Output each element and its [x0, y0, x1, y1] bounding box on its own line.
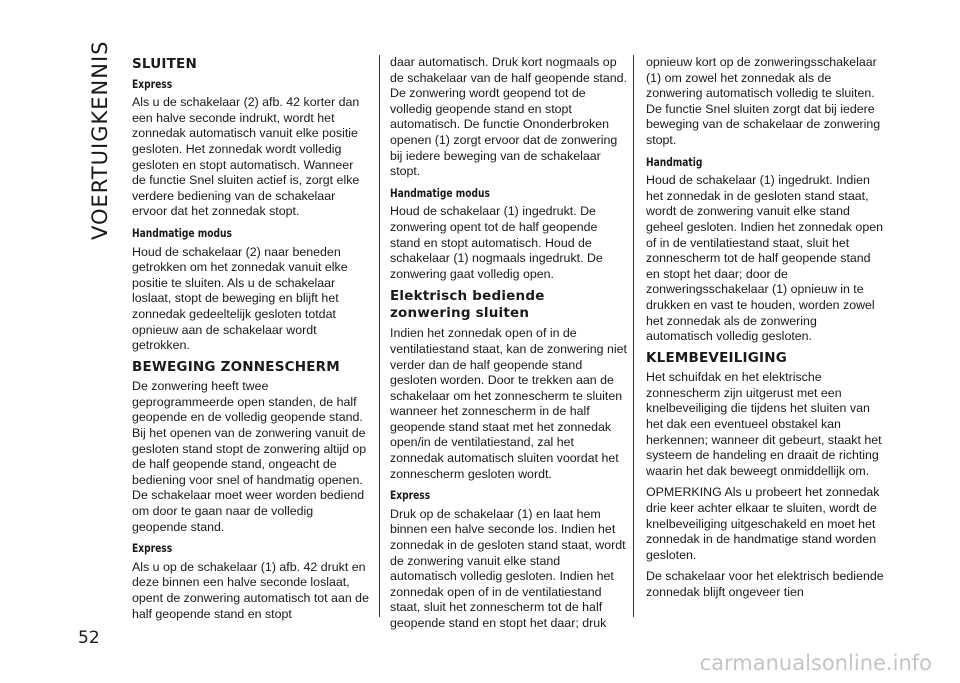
paragraph: Houd de schakelaar (1) ingedrukt. De zonwering opent tot de half geopende stand en stopt automatisch. Houd de schakelaar (1) nogmaals ingedrukt. De zonwering gaat volledig open.	[390, 204, 603, 281]
subheading-handmatige-modus: Handmatige modus	[132, 225, 232, 240]
paragraph: Houd de schakelaar (2) naar beneden getrokken om het zonnedak vanuit elke positie te sluiten. Als u de schakelaar loslaat, stopt de beweging en blijft het zonnedak gedeeltelijk gesloten totdat opnieuw aan de schakelaar wordt getrokken.	[132, 244, 348, 353]
heading-klembeveiliging: KLEMBEVEILIGING	[646, 349, 788, 366]
side-title-text: VOERTUIGKENNIS	[88, 40, 112, 240]
text-column-2	[390, 55, 628, 638]
page-number: 52	[78, 628, 100, 648]
heading-elektrisch-bediende-zonwering: Elektrisch bediende zonwering sluiten	[390, 288, 545, 322]
paragraph: daar automatisch. Druk kort nogmaals op de schakelaar van de half geopende stand. De zonwering wordt geopend tot de volledig geopende stand en stopt automatisch. De functie Ononderbroken openen (1) zorgt ervoor dat de zonwering bij iedere beweging van de schakelaar stopt.	[390, 55, 627, 179]
paragraph: opnieuw kort op de zonweringsschakelaar (1) om zowel het zonnedak als de zonwering automatisch volledig te sluiten. De functie Snel sluiten zorgt dat bij iedere beweging van de schakelaar de zonwering stopt.	[646, 55, 881, 147]
subheading-handmatige-modus: Handmatige modus	[390, 185, 490, 200]
subheading-express: Express	[132, 541, 173, 556]
paragraph: Het schuifdak en het elektrische zonnescherm zijn uitgerust met een knelbeveiliging die tijdens het sluiten van het dak een eventueel obstakel kan herkennen; wanneer dit gebeurt, staakt het systeem de handeling en draait de richting waarin het dak beweegt onmiddellijk om.	[646, 370, 882, 478]
paragraph: Als u de schakelaar (2) afb. 42 korter dan een halve seconde indrukt, wordt het zonnedak automatisch vanuit elke positie gesloten. Het zonnedak wordt volledig gesloten en stopt automatisch. Wanneer de functie Snel sluiten actief is, zorgt elke verdere bediening van de schakelaar ervoor dat het zonnedak stopt.	[132, 95, 360, 219]
heading-beweging-zonnescherm: BEWEGING ZONNESCHERM	[132, 358, 340, 375]
paragraph: De schakelaar voor het elektrisch bediende zonnedak blijft ongeveer tien	[646, 569, 884, 599]
section-side-title	[80, 40, 120, 240]
subheading-express: Express	[132, 76, 173, 91]
watermark: carmanualsonline.info	[699, 651, 932, 675]
column-divider	[633, 55, 634, 617]
text-column-3	[646, 55, 884, 607]
subheading-handmatig: Handmatig	[646, 154, 703, 169]
paragraph: Houd de schakelaar (1) ingedrukt. Indien het zonnedak in de gesloten stand staat, wordt de zonwering vanuit elke stand geheel gesloten. Indien het zonnedak open of in de ventilatiestand staat, sluit het zonnescherm tot de half geopende stand en stopt het daar; door de zonweringsschakelaar (1) opnieuw in te drukken en vast te houden, worden zowel het zonnedak als de zonwering automatisch volledig gesloten.	[646, 173, 883, 344]
subheading-express: Express	[390, 488, 431, 503]
paragraph: Druk op de schakelaar (1) en laat hem binnen een halve seconde los. Indien het zonnedak in de gesloten stand staat, wordt de zonwering vanuit elke stand automatisch volledig gesloten. Indien het zonnedak open of in de ventilatiestand staat, sluit het zonnescherm tot de half geopende stand en stopt het daar; druk	[390, 506, 626, 630]
text-column-1	[132, 55, 370, 628]
heading-sluiten: SLUITEN	[132, 56, 197, 72]
paragraph-note: OPMERKING Als u probeert het zonnedak drie keer achter elkaar te sluiten, wordt de knelbeveiliging uitgeschakeld en moet het zonnedak in de handmatige stand worden gesloten.	[646, 485, 880, 562]
paragraph: Als u op de schakelaar (1) afb. 42 drukt en deze binnen een halve seconde loslaat, opent de zonwering automatisch tot aan de half geopende stand en stopt	[132, 559, 369, 621]
column-divider	[379, 55, 380, 617]
paragraph: De zonwering heeft twee geprogrammeerde open standen, de half geopende en de volledig geopende stand. Bij het openen van de zonwering vanuit de gesloten stand stopt de zonwering altijd op de half geopende stand, ongeacht de bediening voor snel of handmatig openen. De schakelaar moet weer worden bediend om door te gaan naar de volledig geopende stand.	[132, 379, 367, 534]
paragraph: Indien het zonnedak open of in de ventilatiestand staat, kan de zonwering niet verder dan de half geopende stand gesloten worden. Door te trekken aan de schakelaar om het zonnescherm te sluiten wanneer het zonnescherm in de half geopende stand staat met het zonnedak open/in de ventilatiestand, zal het zonnedak automatisch sluiten voordat het zonnescherm gesloten wordt.	[390, 326, 627, 481]
